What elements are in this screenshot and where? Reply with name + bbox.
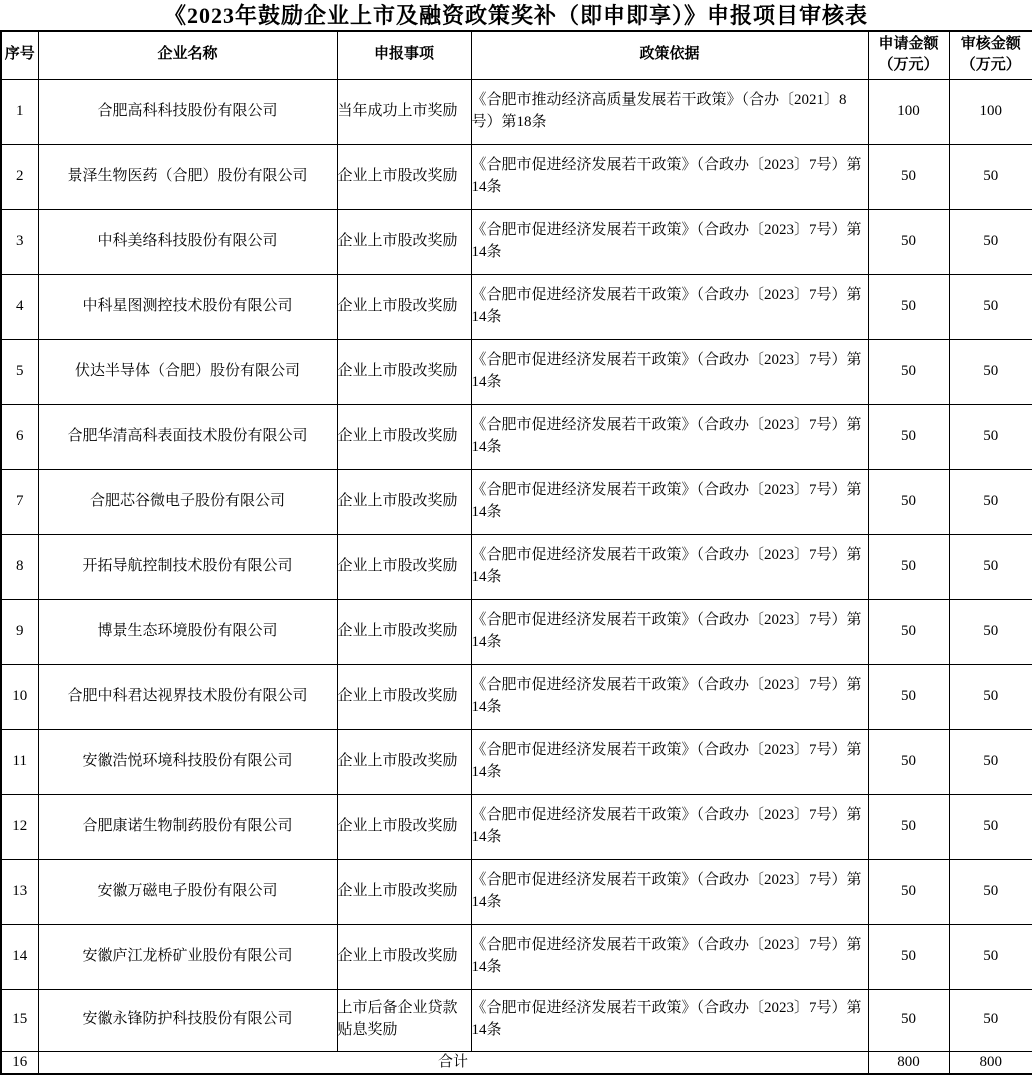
- cell-company: 合肥中科君达视界技术股份有限公司: [38, 664, 337, 729]
- header-company: 企业名称: [38, 31, 337, 79]
- cell-apply-amount: 50: [868, 209, 949, 274]
- cell-index: 5: [1, 339, 38, 404]
- cell-apply-amount: 50: [868, 404, 949, 469]
- cell-index: 6: [1, 404, 38, 469]
- cell-policy: 《合肥市促进经济发展若干政策》（合政办〔2023〕7号）第14条: [471, 859, 868, 924]
- cell-index: 8: [1, 534, 38, 599]
- header-apply-amount-line1: 申请金额: [869, 34, 949, 56]
- cell-review-amount: 50: [949, 794, 1032, 859]
- cell-matter: 企业上市股改奖励: [337, 664, 471, 729]
- cell-company: 开拓导航控制技术股份有限公司: [38, 534, 337, 599]
- cell-review-amount: 50: [949, 144, 1032, 209]
- header-policy: 政策依据: [471, 31, 868, 79]
- cell-company: 博景生态环境股份有限公司: [38, 599, 337, 664]
- cell-matter: 企业上市股改奖励: [337, 924, 471, 989]
- header-row: [1, 31, 1032, 79]
- cell-policy: 《合肥市促进经济发展若干政策》（合政办〔2023〕7号）第14条: [471, 274, 868, 339]
- cell-company: 景泽生物医药（合肥）股份有限公司: [38, 144, 337, 209]
- audit-table: [0, 30, 1032, 1075]
- cell-company: 合肥康诺生物制药股份有限公司: [38, 794, 337, 859]
- header-review-amount-line2: （万元）: [950, 55, 1032, 77]
- cell-review-amount: 50: [949, 859, 1032, 924]
- cell-company: 合肥高科科技股份有限公司: [38, 79, 337, 144]
- cell-review-amount: 50: [949, 664, 1032, 729]
- cell-index: 9: [1, 599, 38, 664]
- table-row: [1, 859, 1032, 924]
- table-body: [1, 79, 1032, 1051]
- cell-policy: 《合肥市促进经济发展若干政策》（合政办〔2023〕7号）第14条: [471, 599, 868, 664]
- cell-policy: 《合肥市促进经济发展若干政策》（合政办〔2023〕7号）第14条: [471, 339, 868, 404]
- total-index: 16: [1, 1051, 38, 1074]
- cell-policy: 《合肥市促进经济发展若干政策》（合政办〔2023〕7号）第14条: [471, 664, 868, 729]
- cell-review-amount: 50: [949, 469, 1032, 534]
- table-row: [1, 534, 1032, 599]
- total-apply-amount: 800: [868, 1051, 949, 1074]
- cell-apply-amount: 100: [868, 79, 949, 144]
- cell-review-amount: 50: [949, 274, 1032, 339]
- cell-review-amount: 100: [949, 79, 1032, 144]
- table-footer: [1, 1051, 1032, 1074]
- cell-policy: 《合肥市促进经济发展若干政策》（合政办〔2023〕7号）第14条: [471, 534, 868, 599]
- cell-review-amount: 50: [949, 729, 1032, 794]
- cell-apply-amount: 50: [868, 599, 949, 664]
- header-matter: 申报事项: [337, 31, 471, 79]
- cell-matter: 企业上市股改奖励: [337, 534, 471, 599]
- cell-matter: 企业上市股改奖励: [337, 339, 471, 404]
- cell-matter: 企业上市股改奖励: [337, 729, 471, 794]
- cell-matter: 企业上市股改奖励: [337, 859, 471, 924]
- cell-apply-amount: 50: [868, 469, 949, 534]
- cell-review-amount: 50: [949, 989, 1032, 1051]
- table-row: [1, 989, 1032, 1051]
- header-apply-amount: [868, 31, 949, 79]
- cell-index: 10: [1, 664, 38, 729]
- cell-matter: 企业上市股改奖励: [337, 274, 471, 339]
- cell-matter: 企业上市股改奖励: [337, 599, 471, 664]
- cell-index: 3: [1, 209, 38, 274]
- page-title: 《2023年鼓励企业上市及融资政策奖补（即申即享）》申报项目审核表: [0, 0, 1032, 30]
- cell-apply-amount: 50: [868, 859, 949, 924]
- cell-policy: 《合肥市促进经济发展若干政策》（合政办〔2023〕7号）第14条: [471, 144, 868, 209]
- cell-matter: 企业上市股改奖励: [337, 469, 471, 534]
- cell-apply-amount: 50: [868, 989, 949, 1051]
- cell-matter: 企业上市股改奖励: [337, 794, 471, 859]
- total-label: 合计: [38, 1051, 868, 1074]
- cell-apply-amount: 50: [868, 339, 949, 404]
- cell-review-amount: 50: [949, 209, 1032, 274]
- cell-index: 1: [1, 79, 38, 144]
- header-review-amount-line1: 审核金额: [950, 34, 1032, 56]
- cell-apply-amount: 50: [868, 534, 949, 599]
- cell-apply-amount: 50: [868, 924, 949, 989]
- cell-matter: 当年成功上市奖励: [337, 79, 471, 144]
- cell-apply-amount: 50: [868, 144, 949, 209]
- cell-company: 中科星图测控技术股份有限公司: [38, 274, 337, 339]
- table-row: [1, 469, 1032, 534]
- cell-index: 13: [1, 859, 38, 924]
- table-row: [1, 664, 1032, 729]
- cell-matter: 企业上市股改奖励: [337, 209, 471, 274]
- cell-company: 合肥芯谷微电子股份有限公司: [38, 469, 337, 534]
- cell-index: 11: [1, 729, 38, 794]
- table-row: [1, 274, 1032, 339]
- cell-policy: 《合肥市促进经济发展若干政策》（合政办〔2023〕7号）第14条: [471, 209, 868, 274]
- cell-policy: 《合肥市促进经济发展若干政策》（合政办〔2023〕7号）第14条: [471, 729, 868, 794]
- cell-policy: 《合肥市推动经济高质量发展若干政策》（合办〔2021〕8号）第18条: [471, 79, 868, 144]
- table-row: [1, 79, 1032, 144]
- cell-apply-amount: 50: [868, 729, 949, 794]
- cell-policy: 《合肥市促进经济发展若干政策》（合政办〔2023〕7号）第14条: [471, 469, 868, 534]
- cell-index: 2: [1, 144, 38, 209]
- cell-index: 7: [1, 469, 38, 534]
- cell-company: 安徽浩悦环境科技股份有限公司: [38, 729, 337, 794]
- cell-review-amount: 50: [949, 404, 1032, 469]
- cell-matter: 企业上市股改奖励: [337, 144, 471, 209]
- table-row: [1, 599, 1032, 664]
- header-index: 序号: [1, 31, 38, 79]
- cell-index: 12: [1, 794, 38, 859]
- cell-policy: 《合肥市促进经济发展若干政策》（合政办〔2023〕7号）第14条: [471, 924, 868, 989]
- cell-index: 15: [1, 989, 38, 1051]
- cell-company: 中科美络科技股份有限公司: [38, 209, 337, 274]
- table-row: [1, 794, 1032, 859]
- cell-matter: 企业上市股改奖励: [337, 404, 471, 469]
- table-row: [1, 924, 1032, 989]
- cell-policy: 《合肥市促进经济发展若干政策》（合政办〔2023〕7号）第14条: [471, 404, 868, 469]
- cell-policy: 《合肥市促进经济发展若干政策》（合政办〔2023〕7号）第14条: [471, 989, 868, 1051]
- cell-company: 安徽庐江龙桥矿业股份有限公司: [38, 924, 337, 989]
- table-row: [1, 404, 1032, 469]
- cell-review-amount: 50: [949, 924, 1032, 989]
- table-row: [1, 144, 1032, 209]
- header-apply-amount-line2: （万元）: [869, 55, 949, 77]
- total-row: [1, 1051, 1032, 1074]
- cell-apply-amount: 50: [868, 664, 949, 729]
- table-row: [1, 339, 1032, 404]
- cell-company: 安徽万磁电子股份有限公司: [38, 859, 337, 924]
- table-row: [1, 209, 1032, 274]
- cell-apply-amount: 50: [868, 274, 949, 339]
- total-review-amount: 800: [949, 1051, 1032, 1074]
- table-row: [1, 729, 1032, 794]
- cell-review-amount: 50: [949, 599, 1032, 664]
- cell-company: 合肥华清高科表面技术股份有限公司: [38, 404, 337, 469]
- cell-review-amount: 50: [949, 534, 1032, 599]
- cell-company: 伏达半导体（合肥）股份有限公司: [38, 339, 337, 404]
- cell-policy: 《合肥市促进经济发展若干政策》（合政办〔2023〕7号）第14条: [471, 794, 868, 859]
- cell-index: 14: [1, 924, 38, 989]
- header-review-amount: [949, 31, 1032, 79]
- cell-index: 4: [1, 274, 38, 339]
- cell-review-amount: 50: [949, 339, 1032, 404]
- cell-company: 安徽永锋防护科技股份有限公司: [38, 989, 337, 1051]
- cell-apply-amount: 50: [868, 794, 949, 859]
- cell-matter: 上市后备企业贷款贴息奖励: [337, 989, 471, 1051]
